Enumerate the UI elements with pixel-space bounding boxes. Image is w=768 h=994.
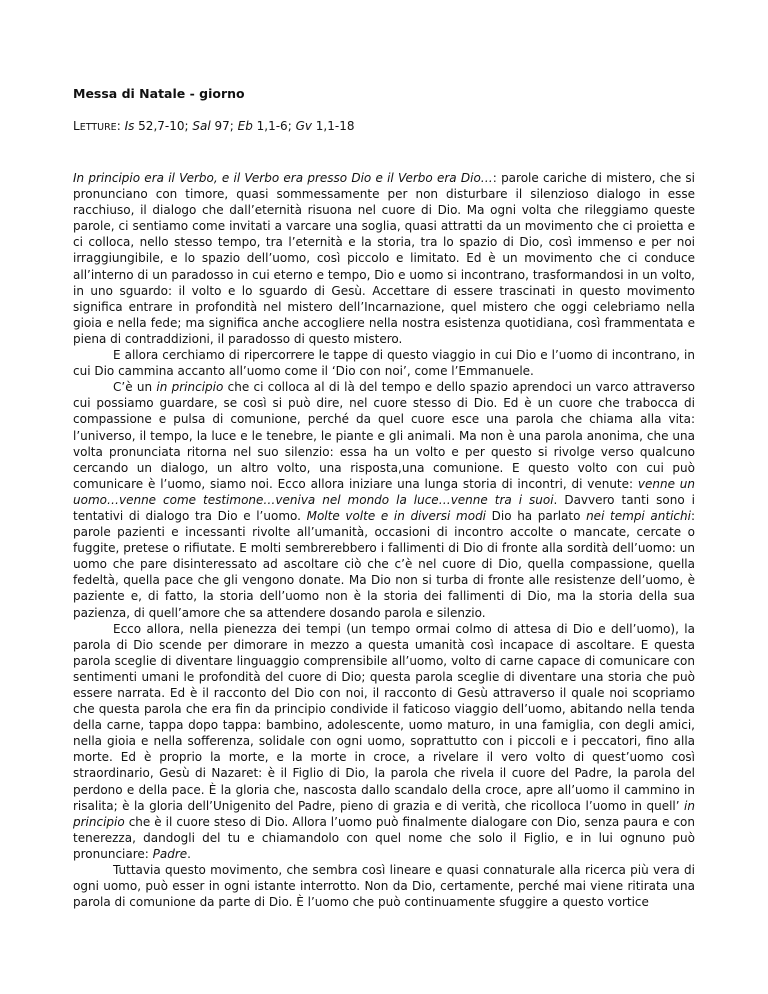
paragraph-5-text: Tuttavia questo movimento, che sembra così lineare e quasi connaturale alla ricerca più vera di ogni uomo, può esser in ogni istante interrotto. Non da Dio, certamente, perché mai viene ritirata una parola di comunione da parte di Dio. È l’uomo che può continuamente sfuggire a questo vortice <box>73 863 695 910</box>
reading-book-is: Is <box>124 119 135 133</box>
paragraph-4-text-b: che è il cuore steso di Dio. Allora l’uomo può finalmente dialogare con Dio, senza paura e con tenerezza, dandogli del tu e chiamandolo con quel nome che solo il Figlio, e in lui ognuno può pronunciare: <box>73 814 695 861</box>
reading-verse-sal: 97; <box>210 119 238 133</box>
paragraph-5 <box>73 862 695 910</box>
paragraph-4-text-a: Ecco allora, nella pienezza dei tempi (un tempo ormai colmo di attesa di Dio e dell’uomo), la parola di Dio scende per dimorare in mezzo a questa umanità così incapace di ascoltare. E questa parola sceglie di diventare linguaggio comprensibile all’uomo, volto di carne capace di comunicare con sentimenti umani le profondità del cuore di Dio; questa parola sceglie di diventare una storia che può essere narrata. Ed è il racconto del Dio con noi, il racconto di Gesù attraverso il quale noi scopriamo che questa parola che era fin da principio condivide il faticoso viaggio dell’uomo, abitando nella tenda della carne, tappa dopo tappa: bambino, adolescente, uomo maturo, in una famiglia, con degli amici, nella gioia e nella sofferenza, solidale con ogni uomo, soprattutto con i piccoli e i peccatori, fino alla morte. Ed è proprio la morte, e la morte in croce, a rivelare il vero volto di quest’uomo così straordinario, Gesù di Nazaret: è il Figlio di Dio, la parola che rivela il cuore del Padre, la parola del perdono e della pace. È la gloria che, nascosta dallo scandalo della croce, apre all’uomo il cammino in risalita; è la gloria dell’Unigenito del Padre, pieno di grazia e di verità, che ricolloca l’uomo in quell’ <box>73 621 695 813</box>
readings-line <box>73 119 695 135</box>
reading-verse-is: 52,7-10; <box>134 119 193 133</box>
paragraph-3-text-c: . Davvero tanti sono i tentativi di dialogo tra Dio e l’uomo. <box>73 492 696 523</box>
paragraph-3-text-b: che ci colloca al di là del tempo e dello spazio aprendoci un varco attraverso cui possiamo guardare, se così si può dire, nel cuore stesso di Dio. Ed è un cuore che trabocca di compassione e pulsa di comunione, perché da quel cuore esce una parola che chiama alla vita: l’universo, il tempo, la luce e le tenebre, le piante e gli animali. Ma non è una parola anonima, che una volta pronunciata ritorna nel suo silenzio: essa ha un volto e per questo si rivolge verso qualcuno cercando un dialogo, un altro volto, una risposta,una comunione. E questo volto con cui può comunicare è l’uomo, siamo noi. Ecco allora iniziare una lunga storia di incontri, di venute: <box>73 380 695 491</box>
page-title: Messa di Natale - giorno <box>73 86 245 101</box>
paragraph-3-text-d: Dio ha parlato <box>486 508 587 523</box>
paragraph-2 <box>73 347 695 379</box>
readings-label-colon: : <box>116 119 121 133</box>
readings-label-rest: ETTURE <box>79 122 117 133</box>
quote-nei-tempi-antichi: nei tempi antichi <box>586 508 691 523</box>
reading-verse-gv: 1,1-18 <box>311 119 355 133</box>
quote-venne-un-uomo: venne un uomo…venne come testimone…veniva nel mondo la luce…venne tra i suoi <box>73 476 695 507</box>
reading-book-sal: Sal <box>192 119 211 133</box>
paragraph-4-text-c: . <box>187 846 191 861</box>
paragraph-3-text-a: C’è un <box>113 380 157 395</box>
paragraph-1 <box>73 170 695 347</box>
reading-verse-eb: 1,1-6; <box>252 119 296 133</box>
quote-padre: Padre <box>152 846 188 861</box>
paragraph-3 <box>73 379 695 620</box>
reading-book-gv: Gv <box>295 119 312 133</box>
homily-body <box>73 170 695 910</box>
quote-in-principio-verbo: In principio era il Verbo, e il Verbo era presso Dio e il Verbo era Dio… <box>73 171 493 185</box>
quote-in-principio: in principio <box>156 380 224 395</box>
paragraph-4 <box>73 621 695 862</box>
quote-in-principio-2: in principio <box>73 798 695 829</box>
quote-molte-volte: Molte volte e in diversi modi <box>306 508 487 523</box>
paragraph-1-text: : parole cariche di mistero, che si pronunciano con timore, quasi sommessamente per non disturbare il silenzioso dialogo in esse racchiuso, il dialogo che dall’eternità risuona nel cuore di Dio. Ma ogni volta che rileggiamo queste parole, ci sentiamo come invitati a varcare una soglia, quasi attratti da un movimento che ci proietta e ci colloca, nello stesso tempo, tra l’eternità e la storia, tra lo spazio di Dio, così immenso e per noi irraggiungibile, e lo spazio dell’uomo, così piccolo e limitato. Ed è un movimento che ci conduce all’interno di un paradosso in cui eterno e tempo, Dio e uomo si incontrano, trasformandosi in un volto, in uno sguardo: il volto e lo sguardo di Gesù. Accettare di essere trascinati in questo movimento significa entrare in profondità nel mistero dell’Incarnazione, quel mistero che oggi celebriamo nella gioia e nella fede; ma significa anche accogliere nella nostra esistenza quotidiana, così frammentata e piena di contraddizioni, il paradosso di questo mistero. <box>73 171 696 346</box>
paragraph-3-text-e: : parole pazienti e incessanti rivolte all’umanità, occasioni di incontro accolte o mancate, cercate o fuggite, pretese o rifiutate. E molti sembrerebbero i fallimenti di Dio di fronte alla sordità dell’uomo: un uomo che pare disinteressato ad ascoltare ciò che c’è nel cuore di Dio, quella compassione, quella fedeltà, quella pace che gli vengono donate. Ma Dio non si turba di fronte alle resistenze dell’uomo, è paziente e, di fatto, la storia dell’uomo non è la storia dei fallimenti di Dio, ma la storia della sua pazienza, di quell’amore che sa attendere dosando parola e silenzio. <box>73 508 695 620</box>
document-page <box>73 86 695 910</box>
readings-label-initial: L <box>73 119 80 133</box>
paragraph-2-text: E allora cerchiamo di ripercorrere le tappe di questo viaggio in cui Dio e l’uomo di incontrano, in cui Dio cammina accanto all’uomo come il ‘Dio con noi’, come l’Emmanuele. <box>73 348 695 379</box>
reading-book-eb: Eb <box>237 119 253 133</box>
